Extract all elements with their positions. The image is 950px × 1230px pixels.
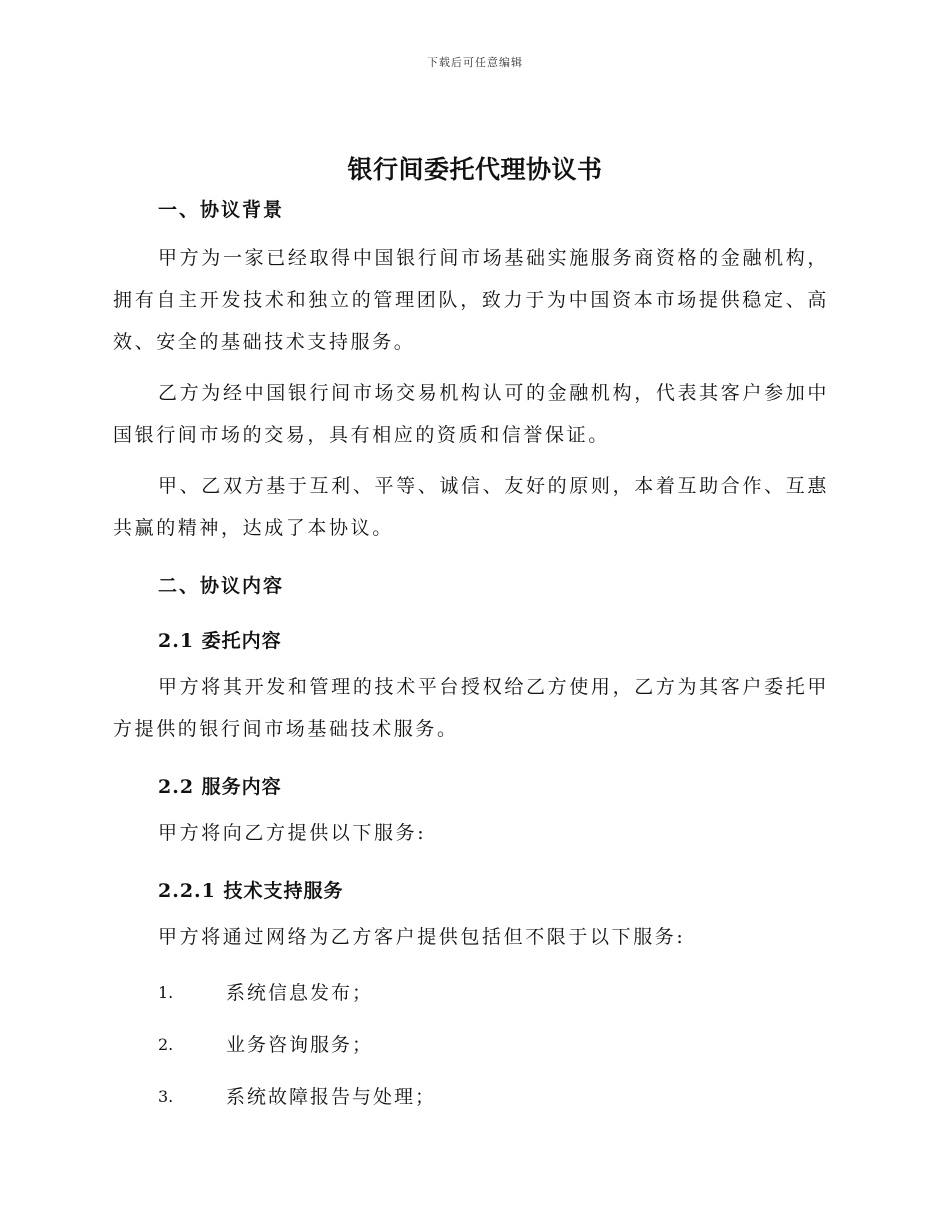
list-item-text: 系统故障报告与处理； (226, 1086, 437, 1108)
section-1-heading: 一、协议背景 (158, 199, 285, 221)
section-2-2-1-paragraph: 甲方将通过网络为乙方客户提供包括但不限于以下服务: (158, 926, 686, 948)
list-item-number: 3. (158, 1087, 174, 1106)
section-2-heading: 二、协议内容 (158, 575, 285, 597)
list-item (158, 978, 829, 1008)
document-title: 银行间委托代理协议书 (347, 155, 603, 184)
list-item (158, 1082, 829, 1112)
section-2-2-paragraph: 甲方将向乙方提供以下服务: (158, 822, 427, 844)
section-2-1-paragraph: 甲方将其开发和管理的技术平台授权给乙方使用，乙方为其客户委托甲方提供的银行间市场基础技术服务。 (113, 676, 829, 740)
section-1-paragraph-1: 甲方为一家已经取得中国银行间市场基础实施服务商资格的金融机构，拥有自主开发技术和独立的管理团队，致力于为中国资本市场提供稳定、高效、安全的基础技术支持服务。 (113, 247, 829, 353)
section-1-paragraph-2: 乙方为经中国银行间市场交易机构认可的金融机构，代表其客户参加中国银行间市场的交易，具有相应的资质和信誉保证。 (113, 382, 829, 446)
document-body (113, 195, 829, 1112)
list-item-text: 业务咨询服务； (226, 1034, 374, 1056)
header-note: 下载后可任意编辑 (427, 56, 523, 69)
list-item-text: 系统信息发布； (226, 982, 374, 1004)
list-item-number: 2. (158, 1035, 174, 1054)
section-2-2-heading: 2.2 服务内容 (158, 776, 282, 798)
list-item-number: 1. (158, 983, 174, 1002)
section-1-paragraph-3: 甲、乙双方基于互利、平等、诚信、友好的原则，本着互助合作、互惠共赢的精神，达成了本协议。 (113, 475, 829, 539)
section-2-2-1-heading: 2.2.1 技术支持服务 (158, 880, 344, 902)
list-item (158, 1030, 829, 1060)
section-2-1-heading: 2.1 委托内容 (158, 630, 282, 652)
